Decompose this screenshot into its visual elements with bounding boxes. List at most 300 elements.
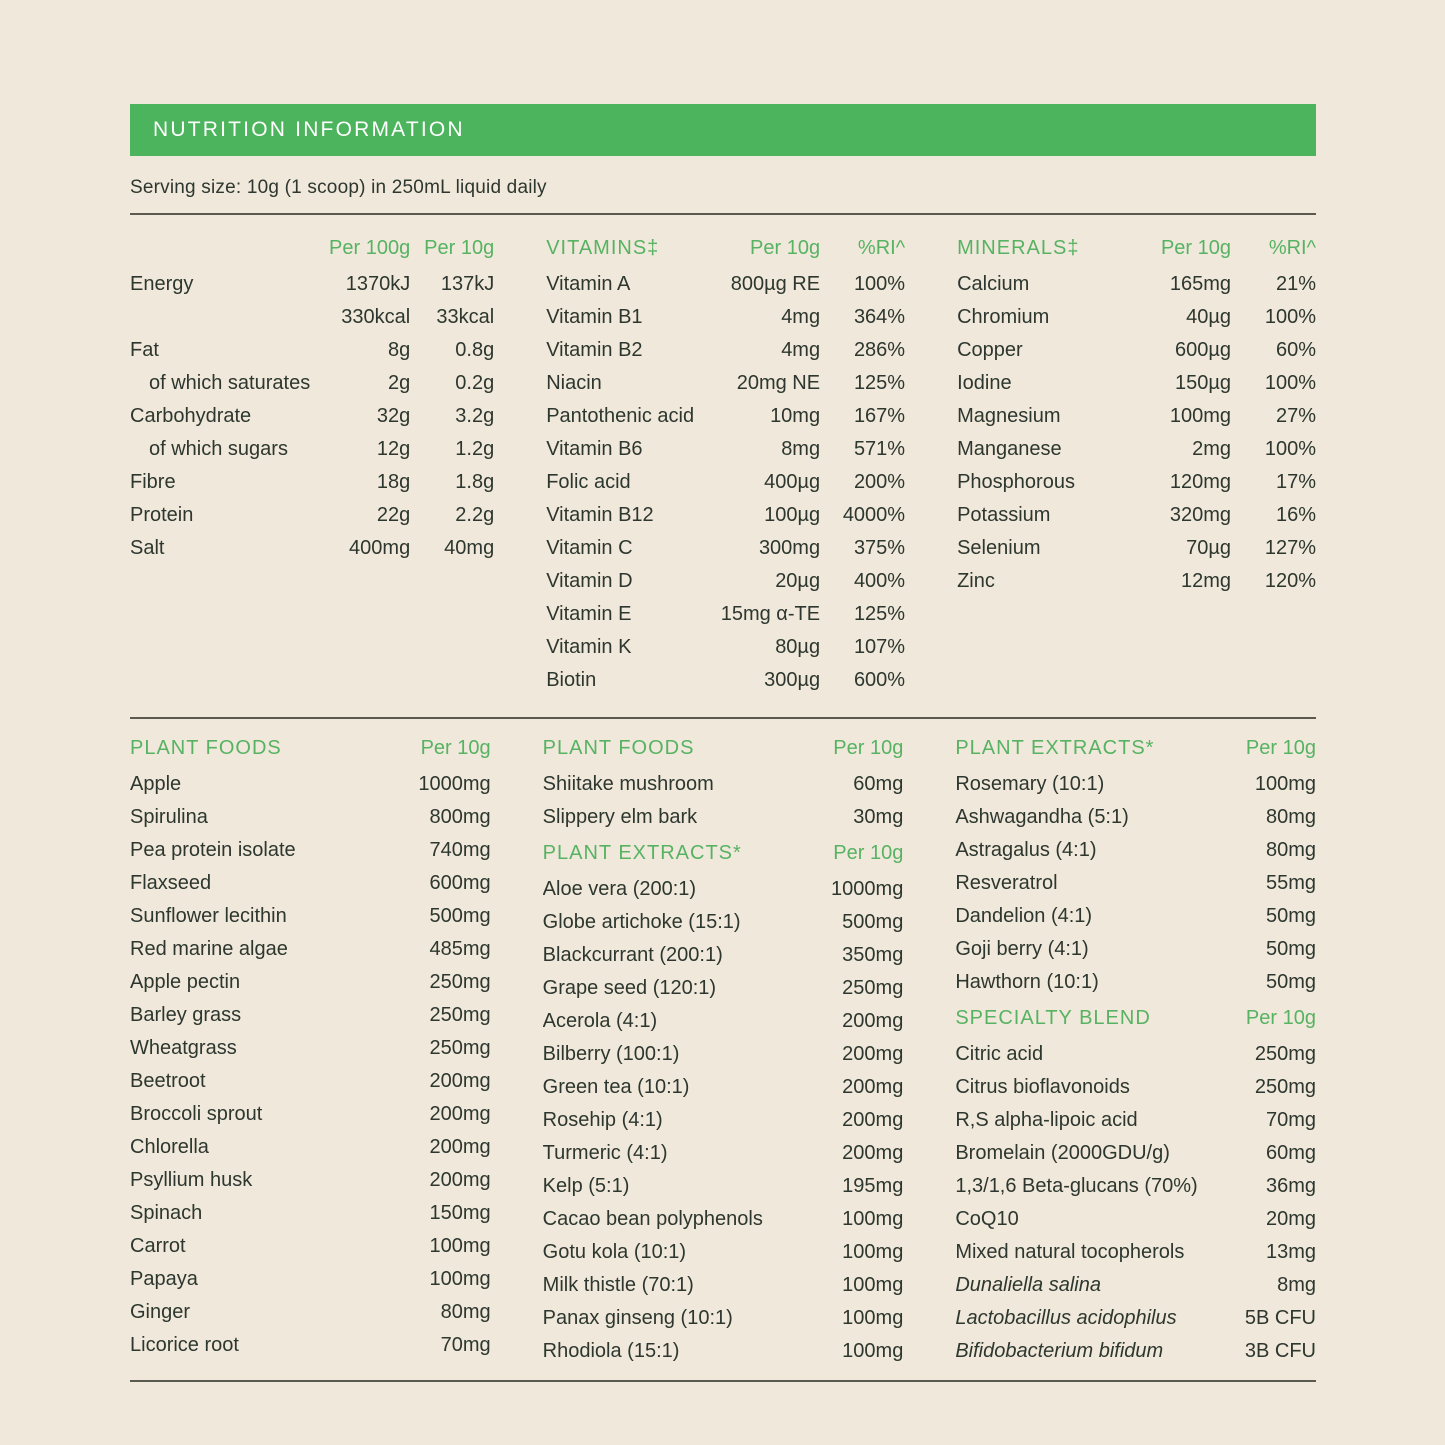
table-row — [957, 565, 1316, 598]
table-row — [130, 1164, 491, 1197]
row-label: Vitamin B2 — [546, 339, 643, 361]
row-label: Carbohydrate — [130, 405, 252, 427]
table-row — [955, 1269, 1316, 1302]
row-label: Ginger — [130, 1301, 191, 1323]
row-value-per10g: 400µg — [764, 471, 821, 493]
section-title-minerals: MINERALS‡ — [957, 237, 1080, 259]
row-label: Resveratrol — [955, 872, 1058, 894]
table-row — [543, 873, 904, 906]
row-label: Carrot — [130, 1235, 186, 1257]
row-label: Fibre — [130, 471, 176, 493]
col-header-per10g: Per 10g — [1245, 1007, 1316, 1029]
row-value-per10g: 200mg — [429, 1103, 491, 1125]
row-value-per10g: 320mg — [1169, 504, 1231, 526]
row-value-per10g: 70mg — [1265, 1109, 1316, 1131]
row-value-per10g: 740mg — [429, 839, 491, 861]
row-value-per10g: 200mg — [842, 1142, 904, 1164]
minerals-header-row — [957, 232, 1316, 265]
table-row — [957, 334, 1316, 367]
row-label: Spirulina — [130, 806, 208, 828]
ingredient-section — [955, 1002, 1316, 1368]
table-row — [957, 433, 1316, 466]
table-row — [955, 1170, 1316, 1203]
row-label: Vitamin B1 — [546, 306, 643, 328]
row-value-per10g: 100µg — [764, 504, 821, 526]
divider-middle — [130, 717, 1316, 719]
row-label: Globe artichoke (15:1) — [542, 911, 741, 933]
row-value-per10g: 36mg — [1265, 1175, 1316, 1197]
row-label: Wheatgrass — [130, 1037, 237, 1059]
row-label: Broccoli sprout — [130, 1103, 263, 1125]
table-row — [955, 1071, 1316, 1104]
section-title: PLANT FOODS — [130, 737, 282, 759]
section-rows — [543, 873, 904, 1368]
table-row — [130, 900, 491, 933]
vitamins-header-row — [546, 232, 905, 265]
row-value-per10g: 250mg — [1254, 1043, 1316, 1065]
row-value-per10g: 100mg — [1254, 773, 1316, 795]
table-row — [543, 1269, 904, 1302]
row-label: Panax ginseng (10:1) — [542, 1307, 733, 1329]
table-row — [130, 1230, 491, 1263]
row-ri-percent: 375% — [853, 537, 906, 559]
section-rows — [130, 768, 491, 1362]
row-value-per10g: 80mg — [440, 1301, 491, 1323]
table-row — [130, 1296, 491, 1329]
table-row — [130, 367, 494, 400]
row-ri-percent: 120% — [1264, 570, 1316, 592]
bottom-column-2 — [543, 732, 904, 1368]
row-ri-percent: 100% — [853, 273, 906, 295]
section-header-row — [955, 732, 1316, 765]
row-label: Vitamin E — [546, 603, 632, 625]
table-row — [957, 400, 1316, 433]
row-label: Bromelain (2000GDU/g) — [955, 1142, 1170, 1164]
table-row — [543, 1203, 904, 1236]
row-label: Manganese — [957, 438, 1062, 460]
table-row — [955, 1335, 1316, 1368]
row-label: Goji berry (4:1) — [955, 938, 1089, 960]
row-label: Hawthorn (10:1) — [955, 971, 1099, 993]
table-row — [543, 1137, 904, 1170]
ingredients-grid — [130, 732, 1316, 1368]
row-value-per10g: 2mg — [1192, 438, 1231, 460]
row-label: Licorice root — [130, 1334, 239, 1356]
row-label: Iodine — [957, 372, 1012, 394]
table-row — [130, 1197, 491, 1230]
row-value-per10g: 15mg α-TE — [720, 603, 821, 625]
row-label: Flaxseed — [130, 872, 212, 894]
row-value-per10g: 33kcal — [436, 306, 495, 328]
row-label: Zinc — [957, 570, 995, 592]
table-row — [130, 334, 494, 367]
row-value-per10g: 5B CFU — [1244, 1307, 1316, 1329]
section-header-row — [543, 732, 904, 765]
table-row — [546, 598, 905, 631]
row-value-per10g: 100mg — [842, 1208, 904, 1230]
table-row — [955, 1302, 1316, 1335]
row-label: Vitamin B12 — [546, 504, 654, 526]
row-value-per10g: 137kJ — [440, 273, 495, 295]
row-ri-percent: 4000% — [842, 504, 906, 526]
row-label: Vitamin C — [546, 537, 633, 559]
row-value-per10g: 20mg — [1265, 1208, 1316, 1230]
ingredient-section — [543, 837, 904, 1368]
row-ri-percent: 17% — [1275, 471, 1316, 493]
nutrition-panel — [130, 104, 1316, 1382]
table-row — [546, 268, 905, 301]
row-label: Protein — [130, 504, 194, 526]
row-value-per10g: 100mg — [842, 1307, 904, 1329]
section-title: SPECIALTY BLEND — [955, 1007, 1151, 1029]
row-ri-percent: 27% — [1275, 405, 1316, 427]
row-label: 1,3/1,6 Beta-glucans (70%) — [955, 1175, 1198, 1197]
row-ri-percent: 571% — [853, 438, 906, 460]
row-value-per10g: 10mg — [770, 405, 821, 427]
table-row — [955, 834, 1316, 867]
row-label: Shiitake mushroom — [542, 773, 714, 795]
row-label: Dandelion (4:1) — [955, 905, 1093, 927]
table-row — [546, 466, 905, 499]
row-value-per10g: 200mg — [429, 1070, 491, 1092]
row-value-per10g: 200mg — [429, 1169, 491, 1191]
row-value-per10g: 40mg — [444, 537, 495, 559]
table-row — [130, 1065, 491, 1098]
section-rows — [543, 768, 904, 834]
vitamins-rows — [546, 268, 905, 697]
row-label: of which saturates — [149, 372, 311, 394]
row-label: Beetroot — [130, 1070, 206, 1092]
row-label: Salt — [130, 537, 165, 559]
row-value-per10g: 55mg — [1265, 872, 1316, 894]
table-row — [955, 801, 1316, 834]
row-value-per10g: 80mg — [1265, 806, 1316, 828]
row-value-per100g: 8g — [387, 339, 411, 361]
row-value-per10g: 20mg NE — [736, 372, 821, 394]
row-value-per10g: 100mg — [429, 1268, 491, 1290]
ingredient-section — [543, 732, 904, 834]
row-value-per10g: 600mg — [429, 872, 491, 894]
row-ri-percent: 60% — [1275, 339, 1316, 361]
table-row — [130, 400, 494, 433]
row-label: Selenium — [957, 537, 1041, 559]
row-value-per10g: 50mg — [1265, 971, 1316, 993]
col-header-per10g: Per 10g — [424, 237, 495, 259]
col-header-per10g: Per 10g — [420, 737, 491, 759]
row-ri-percent: 600% — [853, 669, 906, 691]
row-value-per10g: 600µg — [1174, 339, 1231, 361]
col-header-per10g: Per 10g — [750, 237, 821, 259]
row-value-per10g: 50mg — [1265, 905, 1316, 927]
row-label: Apple pectin — [130, 971, 241, 993]
col-header-ri: %RI^ — [857, 237, 906, 259]
table-row — [955, 900, 1316, 933]
row-label: Cacao bean polyphenols — [542, 1208, 763, 1230]
row-ri-percent: 127% — [1264, 537, 1316, 559]
table-row — [543, 906, 904, 939]
row-value-per10g: 500mg — [842, 911, 904, 933]
row-value-per10g: 800µg RE — [730, 273, 821, 295]
row-value-per10g: 80µg — [775, 636, 821, 658]
table-row — [130, 1032, 491, 1065]
row-label: Gotu kola (10:1) — [542, 1241, 687, 1263]
row-value-per10g: 100mg — [429, 1235, 491, 1257]
row-value-per100g: 1370kJ — [345, 273, 411, 295]
row-value-per10g: 200mg — [429, 1136, 491, 1158]
section-title-vitamins: VITAMINS‡ — [546, 237, 660, 259]
table-row — [546, 499, 905, 532]
row-value-per10g: 30mg — [853, 806, 904, 828]
table-row — [543, 801, 904, 834]
section-title: PLANT EXTRACTS* — [955, 737, 1155, 759]
row-label: Copper — [957, 339, 1023, 361]
row-value-per10g: 300mg — [758, 537, 821, 559]
table-row — [130, 768, 491, 801]
row-value-per100g: 330kcal — [341, 306, 411, 328]
row-label: Vitamin B6 — [546, 438, 643, 460]
table-row — [130, 499, 494, 532]
macros-column — [130, 232, 494, 697]
row-ri-percent: 16% — [1275, 504, 1316, 526]
col-header-per10g: Per 10g — [1160, 237, 1231, 259]
row-value-per10g: 200mg — [842, 1076, 904, 1098]
table-row — [130, 1263, 491, 1296]
ingredient-section — [130, 732, 491, 1362]
table-row — [955, 867, 1316, 900]
row-value-per10g: 80mg — [1265, 839, 1316, 861]
row-value-per100g: 22g — [376, 504, 411, 526]
table-row — [955, 1137, 1316, 1170]
row-label: Citric acid — [955, 1043, 1044, 1065]
row-label: Barley grass — [130, 1004, 242, 1026]
row-value-per10g: 250mg — [429, 971, 491, 993]
table-row — [130, 999, 491, 1032]
table-row — [130, 1098, 491, 1131]
table-row — [543, 972, 904, 1005]
row-value-per10g: 800mg — [429, 806, 491, 828]
serving-size-line: Serving size: 10g (1 scoop) in 250mL liquid daily — [130, 177, 547, 198]
row-label: R,S alpha-lipoic acid — [955, 1109, 1138, 1131]
row-label: Bifidobacterium bifidum — [955, 1340, 1164, 1362]
table-row — [546, 367, 905, 400]
row-label: Magnesium — [957, 405, 1061, 427]
section-header-row — [130, 732, 491, 765]
row-value-per10g: 195mg — [842, 1175, 904, 1197]
row-value-per10g: 250mg — [842, 977, 904, 999]
row-label: Vitamin A — [546, 273, 631, 295]
row-value-per10g: 3B CFU — [1244, 1340, 1316, 1362]
row-value-per10g: 3.2g — [455, 405, 495, 427]
table-row — [546, 400, 905, 433]
table-row — [130, 801, 491, 834]
row-label: Potassium — [957, 504, 1051, 526]
table-row — [957, 268, 1316, 301]
ingredient-section — [955, 732, 1316, 999]
table-row — [957, 367, 1316, 400]
table-row — [546, 301, 905, 334]
row-label: Red marine algae — [130, 938, 288, 960]
row-ri-percent: 100% — [1264, 306, 1316, 328]
table-row — [130, 532, 494, 565]
row-ri-percent: 107% — [853, 636, 906, 658]
row-label: Astragalus (4:1) — [955, 839, 1097, 861]
section-title: PLANT FOODS — [542, 737, 695, 759]
table-row — [130, 966, 491, 999]
nutrition-header-bar — [130, 104, 1316, 156]
row-value-per10g: 8mg — [781, 438, 821, 460]
table-row — [957, 532, 1316, 565]
table-row — [543, 939, 904, 972]
row-ri-percent: 125% — [853, 603, 906, 625]
row-label: CoQ10 — [955, 1208, 1019, 1230]
row-label: Papaya — [130, 1268, 198, 1290]
row-label: Acerola (4:1) — [542, 1010, 658, 1032]
row-value-per10g: 4mg — [781, 306, 821, 328]
row-label: Fat — [130, 339, 159, 361]
row-label: Lactobacillus acidophilus — [955, 1307, 1177, 1329]
table-row — [130, 933, 491, 966]
divider-top — [130, 213, 1316, 215]
row-label: Green tea (10:1) — [542, 1076, 690, 1098]
row-ri-percent: 100% — [1264, 438, 1316, 460]
row-value-per10g: 4mg — [781, 339, 821, 361]
row-value-per10g: 1.2g — [455, 438, 495, 460]
section-title: PLANT EXTRACTS* — [542, 842, 742, 864]
section-rows — [955, 768, 1316, 999]
row-value-per10g: 200mg — [842, 1109, 904, 1131]
row-value-per10g: 120mg — [1169, 471, 1231, 493]
row-value-per10g: 200mg — [842, 1010, 904, 1032]
row-label: Chlorella — [130, 1136, 209, 1158]
row-label: Niacin — [546, 372, 602, 394]
row-value-per10g: 0.2g — [455, 372, 495, 394]
row-value-per10g: 50mg — [1265, 938, 1316, 960]
row-value-per100g: 18g — [376, 471, 411, 493]
section-header-row — [543, 837, 904, 870]
row-ri-percent: 125% — [853, 372, 906, 394]
row-label: Grape seed (120:1) — [542, 977, 717, 999]
table-row — [546, 532, 905, 565]
row-label: Rosemary (10:1) — [955, 773, 1105, 795]
row-label: Calcium — [957, 273, 1030, 295]
row-value-per10g: 70µg — [1186, 537, 1231, 559]
table-row — [955, 933, 1316, 966]
table-row — [546, 664, 905, 697]
table-row — [543, 768, 904, 801]
table-row — [955, 1203, 1316, 1236]
table-row — [543, 1005, 904, 1038]
row-value-per10g: 70mg — [440, 1334, 491, 1356]
row-value-per10g: 150µg — [1174, 372, 1231, 394]
row-value-per10g: 1000mg — [831, 878, 904, 900]
row-value-per10g: 8mg — [1277, 1274, 1316, 1296]
row-ri-percent: 364% — [853, 306, 906, 328]
row-value-per10g: 100mg — [842, 1340, 904, 1362]
nutrients-grid — [130, 232, 1316, 697]
divider-bottom — [130, 1380, 1316, 1382]
row-value-per10g: 100mg — [842, 1274, 904, 1296]
row-label: Chromium — [957, 306, 1050, 328]
vitamins-column — [546, 232, 905, 697]
row-value-per10g: 12mg — [1180, 570, 1231, 592]
row-value-per10g: 2.2g — [455, 504, 495, 526]
row-label: Pea protein isolate — [130, 839, 296, 861]
col-header-per10g: Per 10g — [1245, 737, 1316, 759]
bottom-column-1 — [130, 732, 491, 1368]
table-row — [955, 1038, 1316, 1071]
table-row — [130, 268, 494, 301]
col-header-per100g: Per 100g — [329, 237, 411, 259]
row-label: Apple — [130, 773, 182, 795]
table-row — [955, 768, 1316, 801]
row-label: Mixed natural tocopherols — [955, 1241, 1185, 1263]
row-label: Dunaliella salina — [955, 1274, 1101, 1296]
row-value-per10g: 350mg — [842, 944, 904, 966]
table-row — [955, 966, 1316, 999]
row-value-per10g: 60mg — [853, 773, 904, 795]
table-row — [955, 1236, 1316, 1269]
table-row — [957, 301, 1316, 334]
table-row — [543, 1302, 904, 1335]
row-label: Pantothenic acid — [546, 405, 695, 427]
row-label: Citrus bioflavonoids — [955, 1076, 1130, 1098]
table-row — [130, 466, 494, 499]
row-label: of which sugars — [149, 438, 288, 460]
row-value-per100g: 2g — [387, 372, 411, 394]
col-header-ri: %RI^ — [1268, 237, 1316, 259]
row-value-per10g: 500mg — [429, 905, 491, 927]
row-label: Aloe vera (200:1) — [542, 878, 697, 900]
table-row — [543, 1038, 904, 1071]
col-header-per10g: Per 10g — [833, 737, 904, 759]
row-value-per10g: 40µg — [1186, 306, 1231, 328]
table-row — [957, 466, 1316, 499]
row-label: Rhodiola (15:1) — [542, 1340, 680, 1362]
row-ri-percent: 200% — [853, 471, 906, 493]
minerals-rows — [957, 268, 1316, 598]
row-value-per100g: 400mg — [349, 537, 411, 559]
table-row — [543, 1104, 904, 1137]
table-row — [955, 1104, 1316, 1137]
row-value-per100g: 12g — [376, 438, 411, 460]
row-ri-percent: 400% — [853, 570, 906, 592]
row-label: Turmeric (4:1) — [542, 1142, 668, 1164]
table-row — [543, 1071, 904, 1104]
row-value-per10g: 60mg — [1265, 1142, 1316, 1164]
section-header-row — [955, 1002, 1316, 1035]
row-label: Psyllium husk — [130, 1169, 253, 1191]
row-value-per10g: 250mg — [429, 1037, 491, 1059]
row-value-per10g: 250mg — [1254, 1076, 1316, 1098]
row-label: Sunflower lecithin — [130, 905, 287, 927]
table-row — [130, 1329, 491, 1362]
row-ri-percent: 100% — [1264, 372, 1316, 394]
table-row — [130, 867, 491, 900]
table-row — [546, 334, 905, 367]
row-value-per10g: 100mg — [1169, 405, 1231, 427]
table-row — [543, 1170, 904, 1203]
row-value-per10g: 1.8g — [455, 471, 495, 493]
row-label: Folic acid — [546, 471, 631, 493]
row-ri-percent: 167% — [853, 405, 906, 427]
row-label: Slippery elm bark — [542, 806, 698, 828]
row-value-per10g: 20µg — [775, 570, 821, 592]
row-label: Vitamin K — [546, 636, 632, 658]
table-row — [543, 1236, 904, 1269]
table-row — [130, 301, 494, 334]
table-row — [543, 1335, 904, 1368]
row-label: Milk thistle (70:1) — [542, 1274, 694, 1296]
